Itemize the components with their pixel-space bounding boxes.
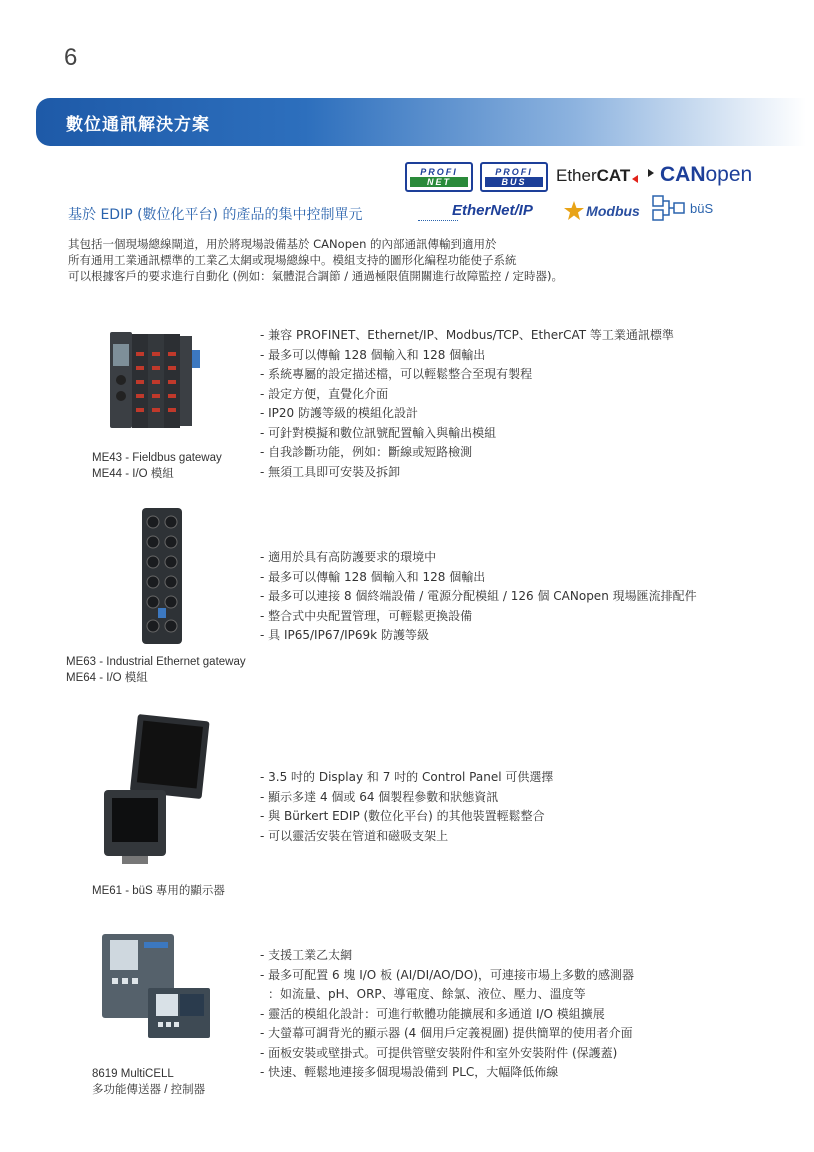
feature-item: - 可以靈活安裝在管道和磁吸支架上 xyxy=(260,828,449,843)
profibus-logo-top: PROFI xyxy=(485,167,543,177)
caption-line: ME44 - I/O 模組 xyxy=(92,468,174,480)
profinet-logo-top: PROFI xyxy=(410,167,468,177)
feature-item: - 快速、輕鬆地連接多個現場設備到 PLC，大幅降低佈線 xyxy=(260,1065,559,1079)
feature-item: - 靈活的模組化設計：可進行軟體功能擴展和多通道 I/O 模組擴展 xyxy=(260,1006,605,1021)
caption-line: ME43 - Fieldbus gateway xyxy=(92,452,222,464)
profibus-logo xyxy=(480,162,548,192)
me43-gateway-image xyxy=(104,322,204,440)
feature-item: - 設定方便，直覺化介面 xyxy=(260,386,389,401)
section-subtitle: 基於 EDIP (數位化平台) 的產品的集中控制單元 xyxy=(68,207,363,223)
subtitle-divider xyxy=(418,220,458,221)
bus-logo xyxy=(652,193,713,223)
canopen-logo-suffix: open xyxy=(705,163,753,186)
feature-item: - 自我診斷功能，例如：斷線或短路檢測 xyxy=(260,445,473,459)
intro-paragraph xyxy=(68,236,748,284)
ethernetip-logo: EtherNet/IP xyxy=(452,202,533,219)
modbus-logo-text: Modbus xyxy=(586,203,640,219)
feature-item: - IP20 防護等級的模組化設計 xyxy=(260,406,419,420)
ethercat-logo-prefix: Ether xyxy=(556,166,597,185)
me61-display-image xyxy=(100,712,216,866)
feature-item: - 面板安裝或壁掛式。可提供管壁安裝附件和室外安裝附件 (保護蓋) xyxy=(260,1045,618,1060)
feature-item: - 最多可配置 6 塊 I/O 板 (AI/DI/AO/DO)，可連接市場上多數的感測器 xyxy=(260,967,635,982)
section-title: 數位通訊解決方案 xyxy=(66,115,210,135)
feature-item: - 兼容 PROFINET、Ethernet/IP、Modbus/TCP、EtherCAT 等工業通訊標準 xyxy=(260,328,674,342)
feature-item: - 3.5 吋的 Display 和 7 吋的 Control Panel 可供選擇 xyxy=(260,770,554,784)
bus-network-icon xyxy=(652,195,686,221)
feature-item: - 最多可以傳輸 128 個輸入和 128 個輸出 xyxy=(260,347,486,362)
feature-item: - 支援工業乙太網 xyxy=(260,948,353,962)
feature-item: - 適用於具有高防護要求的環境中 xyxy=(260,550,437,564)
feature-item: - 具 IP65/IP67/IP69k 防護等級 xyxy=(260,628,429,642)
caption-line: ME63 - Industrial Ethernet gateway xyxy=(66,656,246,668)
multicell-controller-image xyxy=(98,930,214,1042)
product-caption-multicell xyxy=(92,1066,205,1098)
intro-line: 所有通用工業通訊標準的工業乙太網或現場總線中。模組支持的圖形化編程功能使子系統 xyxy=(68,253,517,267)
profibus-logo-bottom: BUS xyxy=(485,177,543,187)
caption-line: 8619 MultiCELL xyxy=(92,1068,174,1080)
feature-item: - 整合式中央配置管理，可輕鬆更換設備 xyxy=(260,608,473,623)
feature-list-me63 xyxy=(260,548,697,646)
section-banner xyxy=(36,98,806,146)
feature-item: - 最多可以傳輸 128 個輸入和 128 個輸出 xyxy=(260,569,486,584)
ethercat-logo-suffix: CAT xyxy=(596,166,631,185)
feature-item: - 最多可以連接 8 個終端設備 / 電源分配模組 / 126 個 CANopen 現場匯流排配件 xyxy=(260,589,697,603)
profinet-logo xyxy=(405,162,473,192)
canopen-logo xyxy=(660,163,752,187)
feature-item: - 大螢幕可調背光的顯示器 (4 個用戶定義視圖) 提供簡單的使用者介面 xyxy=(260,1026,633,1040)
feature-item: ：如流量、pH、ORP、導電度、餘氯、液位、壓力、溫度等 xyxy=(268,987,586,1001)
bus-logo-text: büS xyxy=(690,200,714,216)
caption-line: ME64 - I/O 模組 xyxy=(66,672,148,684)
feature-item: - 無須工具即可安裝及拆卸 xyxy=(260,464,401,479)
me63-gateway-image xyxy=(134,504,190,648)
feature-list-me43 xyxy=(260,326,674,482)
product-caption-me43 xyxy=(92,450,222,482)
canopen-logo-prefix: CAN xyxy=(660,163,706,186)
product-caption-me61 xyxy=(92,883,225,899)
feature-item: - 可針對模擬和數位訊號配置輸入與輸出模組 xyxy=(260,425,497,440)
intro-line: 可以根據客戶的要求進行自動化 (例如：氣體混合調節 / 通過極限值開關進行故障監控 / 定時器)。 xyxy=(68,269,563,283)
feature-item: - 顯示多達 4 個或 64 個製程參數和狀態資訊 xyxy=(260,789,499,804)
feature-list-multicell xyxy=(260,946,634,1083)
modbus-logo xyxy=(560,198,644,224)
feature-item: - 系統專屬的設定描述檔，可以輕鬆整合至現有製程 xyxy=(260,367,533,381)
profinet-logo-bottom: NET xyxy=(410,177,468,187)
feature-item: - 與 Bürkert EDIP (數位化平台) 的其他裝置輕鬆整合 xyxy=(260,809,545,823)
caption-line: ME61 - büS 專用的顯示器 xyxy=(92,885,225,897)
modbus-star-icon xyxy=(564,201,584,221)
product-caption-me63 xyxy=(66,654,246,686)
intro-line: 其包括一個現場總線閘道，用於將現場設備基於 CANopen 的內部通訊傳輸到適用於 xyxy=(68,237,497,251)
feature-list-me61 xyxy=(260,768,553,846)
ethercat-arrow-icon xyxy=(632,169,654,183)
page-number: 6 xyxy=(64,44,78,71)
caption-line: 多功能傳送器 / 控制器 xyxy=(92,1084,206,1096)
ethercat-logo xyxy=(556,166,654,186)
